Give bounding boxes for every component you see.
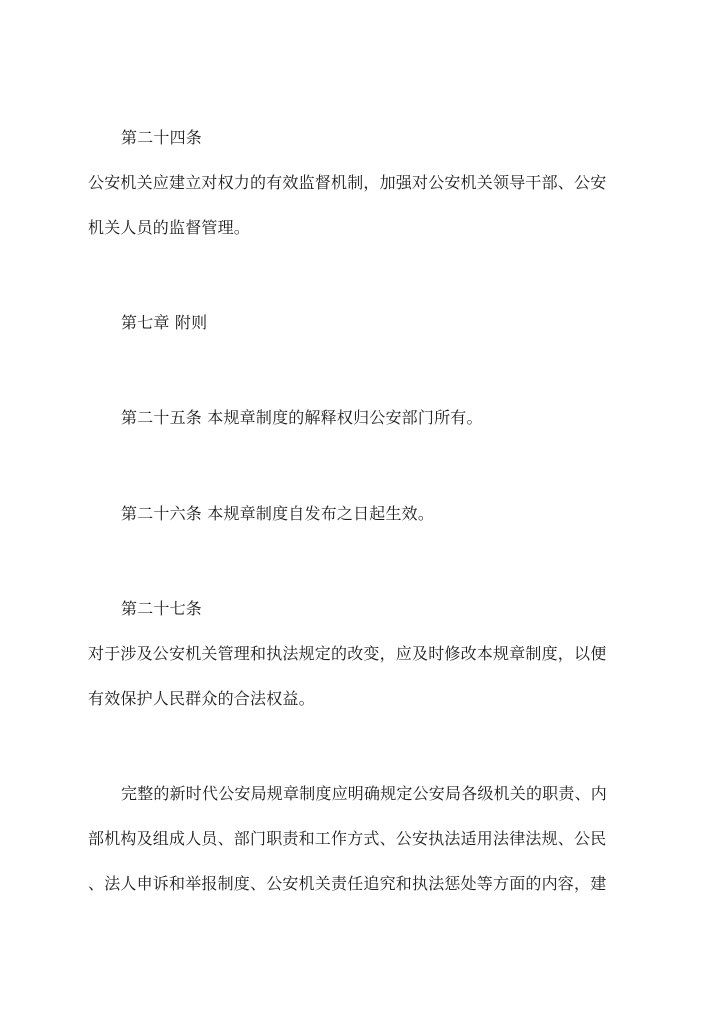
closing-paragraph-line-2: 部机构及组成人员、部门职责和工作方式、公安执法适用法律法规、公民 bbox=[88, 829, 607, 848]
article-27-heading: 第二十七条 bbox=[121, 599, 203, 618]
closing-paragraph-line-1: 完整的新时代公安局规章制度应明确规定公安局各级机关的职责、内 bbox=[121, 784, 608, 803]
article-25: 第二十五条 本规章制度的解释权归公安部门所有。 bbox=[121, 408, 483, 427]
article-27-body-line-2: 有效保护人民群众的合法权益。 bbox=[88, 689, 315, 708]
article-24-heading: 第二十四条 bbox=[121, 128, 203, 147]
article-24-body-line-1: 公安机关应建立对权力的有效监督机制，加强对公安机关领导干部、公安 bbox=[88, 173, 607, 192]
article-26: 第二十六条 本规章制度自发布之日起生效。 bbox=[121, 504, 435, 523]
chapter-7-heading: 第七章 附则 bbox=[121, 313, 208, 332]
closing-paragraph-line-3: 、法人申诉和举报制度、公安机关责任追究和执法惩处等方面的内容，建 bbox=[88, 874, 607, 893]
article-27-body-line-1: 对于涉及公安机关管理和执法规定的改变，应及时修改本规章制度，以便 bbox=[88, 644, 607, 663]
article-24-body-line-2: 机关人员的监督管理。 bbox=[88, 218, 251, 237]
